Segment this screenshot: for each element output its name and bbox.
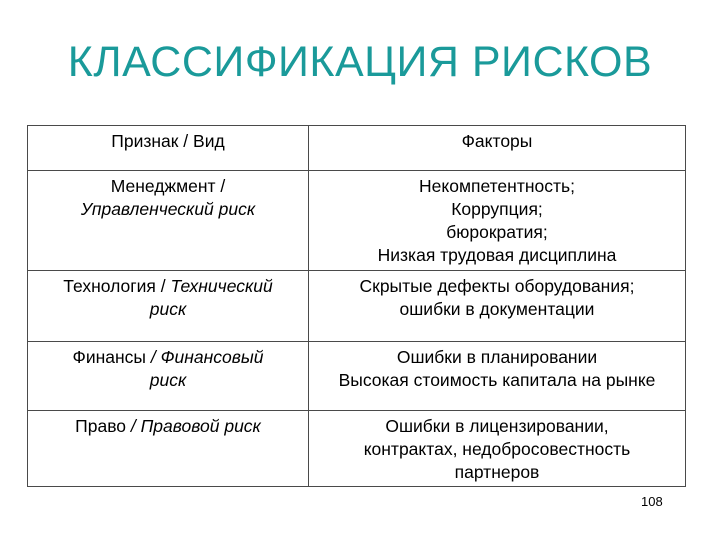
slide-title: КЛАССИФИКАЦИЯ РИСКОВ — [67, 38, 653, 86]
factor-line: Высокая стоимость капитала на рынке — [338, 370, 656, 390]
sign-plain-text: Финансы — [72, 347, 151, 367]
sign-italic-text: / Финансовый — [150, 347, 264, 367]
factor-line: Ошибки в планировании — [396, 347, 598, 367]
sign-cell — [28, 411, 309, 487]
table-row — [28, 411, 686, 487]
sign-plain-text: Право — [75, 416, 131, 436]
sign-plain-text: Менеджмент / — [110, 176, 226, 196]
factor-line: партнеров — [454, 462, 540, 482]
sign-italic-text: / Правовой риск — [130, 416, 261, 436]
sign-plain-text: Технология / — [63, 276, 171, 296]
table-row — [28, 271, 686, 342]
sign-italic-text: Управленческий риск — [80, 199, 256, 219]
header-factors: Факторы — [309, 126, 686, 171]
sign-italic-text: Технический — [170, 276, 273, 296]
factor-line: контрактах, недобросовестность — [363, 439, 631, 459]
risk-classification-table — [27, 125, 686, 487]
page-number: 108 — [641, 494, 663, 509]
factor-line: Ошибки в лицензировании, — [385, 416, 609, 436]
sign-italic-text: риск — [149, 370, 187, 390]
table-header-row — [28, 126, 686, 171]
factor-line: Скрытые дефекты оборудования; — [359, 276, 635, 296]
factors-cell — [309, 171, 686, 271]
factor-line: бюрократия; — [446, 222, 548, 242]
factors-cell — [309, 271, 686, 342]
sign-cell — [28, 271, 309, 342]
header-sign-type: Признак / Вид — [28, 126, 309, 171]
sign-cell — [28, 171, 309, 271]
table-row — [28, 171, 686, 271]
factors-cell — [309, 411, 686, 487]
factor-line: Некомпетентность; — [419, 176, 575, 196]
table-row — [28, 342, 686, 411]
factors-cell — [309, 342, 686, 411]
sign-cell — [28, 342, 309, 411]
sign-italic-text: риск — [149, 299, 187, 319]
factor-line: Коррупция; — [451, 199, 543, 219]
factor-line: Низкая трудовая дисциплина — [377, 245, 617, 265]
factor-line: ошибки в документации — [399, 299, 595, 319]
